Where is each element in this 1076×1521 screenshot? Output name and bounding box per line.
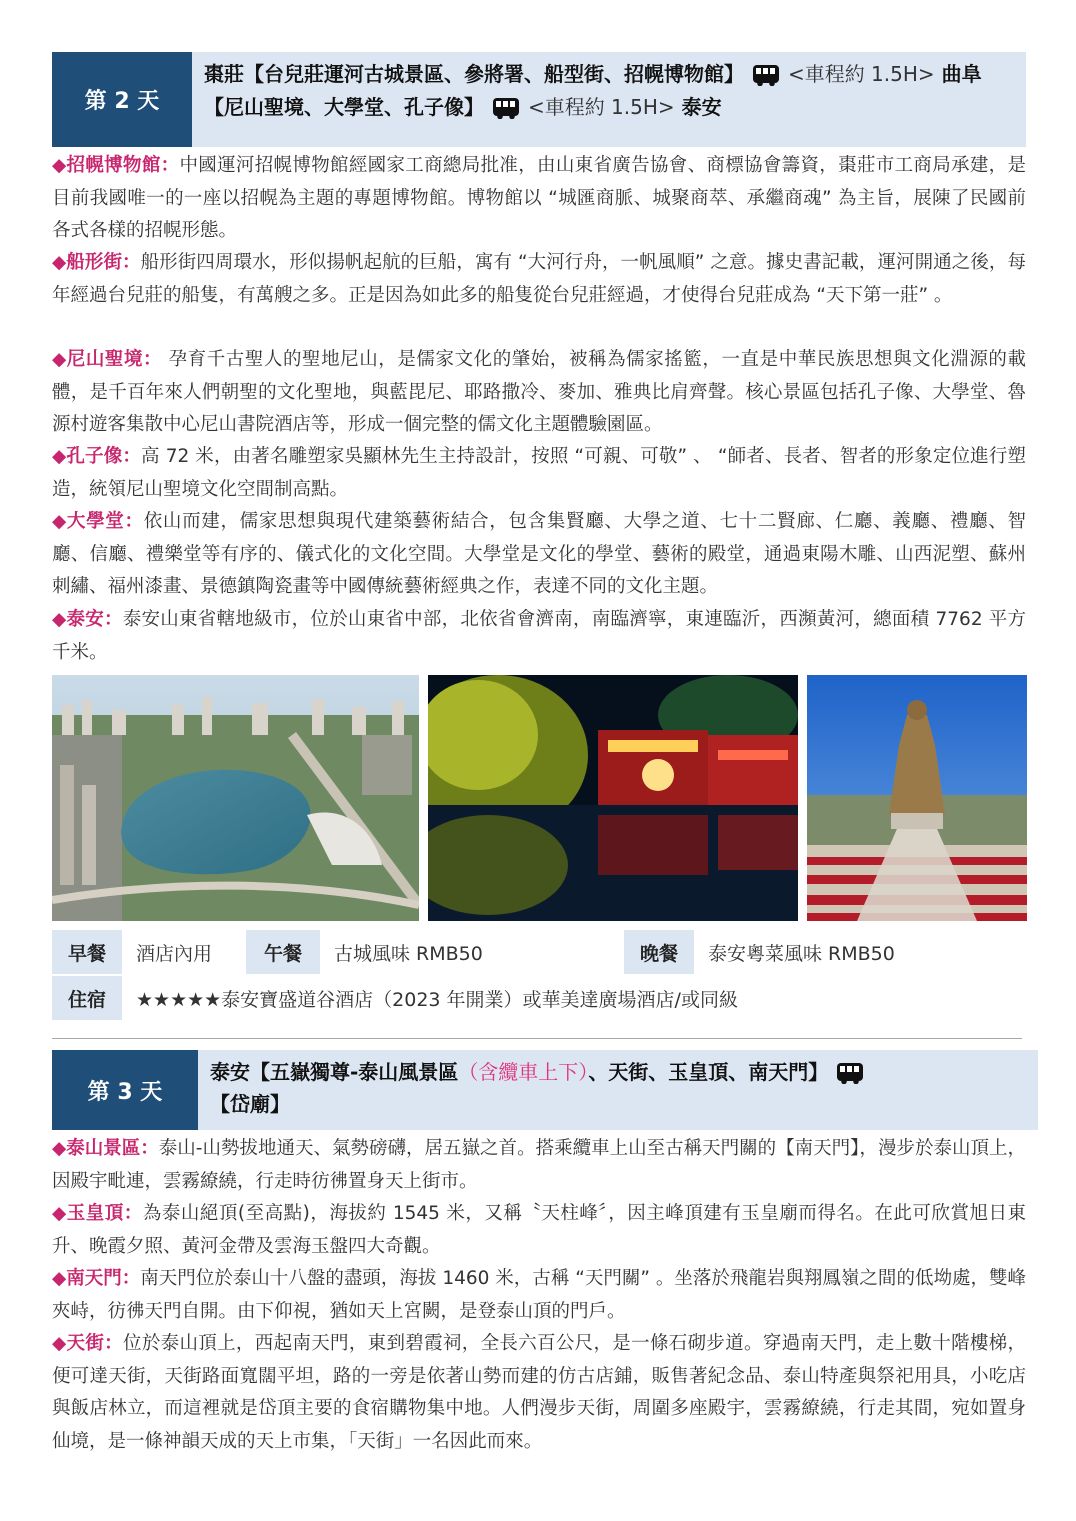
paragraph-key: ◆天街： <box>52 1333 124 1354</box>
bus-icon <box>753 65 779 83</box>
paragraph-text: 位於泰山頂上，西起南天門，東到碧霞祠，全長六百公尺，是一條石砌步道。穿過南天門，走上數十階樓梯，便可達天街，天街路面寬闊平坦，路的一旁是依著山勢而建的仿古店鋪，販售著紀念品、泰山特產與祭祀用具，小吃店與飯店林立，而這裡就是岱頂主要的食宿購物集中地。人們漫步天街，周圍多座殿宇，雲霧繚繞，行走其間，宛如置身仙境，是一條神韻天成的天上市集，「天街」一名因此而來。 <box>52 1333 1026 1452</box>
day2-title-part1: 棗莊【台兒莊運河古城景區、參將署、船型街、招幌博物館】 <box>204 62 744 86</box>
photo-confucius-statue <box>807 675 1027 921</box>
paragraph-text: 南天門位於泰山十八盤的盡頭，海拔 1460 米，古稱 “天門關” 。坐落於飛龍岩與翔鳳嶺之間的低坳處，雙峰夾峙，彷彿天門自開。由下仰視，猶如天上宮闕，是登泰山頂的門戶。 <box>52 1268 1026 1322</box>
hotel-label: 住宿 <box>52 976 122 1020</box>
day2-paragraph <box>52 150 1026 248</box>
breakfast-label: 早餐 <box>52 930 122 974</box>
paragraph-key: ◆招幌博物館： <box>52 155 180 176</box>
day3-paragraph <box>52 1328 1026 1458</box>
paragraph-text: 孕育千古聖人的聖地尼山，是儒家文化的肇始，被稱為儒家搖籃，一直是中華民族思想與文化淵源的載體，是千百年來人們朝聖的文化聖地，與藍毘尼、耶路撒冷、麥加、雅典比肩齊聲。核心景區包括孔子像、大學堂、魯源村遊客集散中心尼山書院酒店等，形成一個完整的儒文化主題體驗園區。 <box>52 349 1026 435</box>
paragraph-key: ◆泰安： <box>52 609 123 630</box>
dinner-value: 泰安粵菜風味 RMB50 <box>708 942 895 965</box>
section-divider <box>52 1038 1022 1039</box>
hotel-value: ★★★★★泰安寶盛道谷酒店（2023 年開業）或華美達廣場酒店/或同級 <box>136 988 738 1011</box>
breakfast-value: 酒店內用 <box>136 942 213 965</box>
day3-title-cablecar: （含纜車上下） <box>458 1060 589 1084</box>
day2-title-part3: 泰安 <box>681 95 722 119</box>
paragraph-key: ◆泰山景區： <box>52 1138 159 1159</box>
day2-paragraph <box>52 247 1026 312</box>
paragraph-text: 依山而建，儒家思想與現代建築藝術結合，包含集賢廳、大學之道、七十二賢廊、仁廳、義廳、禮廳、智廳、信廳、禮樂堂等有序的、儀式化的文化空間。大學堂是文化的學堂、藝術的殿堂，通過東陽木雕、山西泥塑、蘇州刺繡、福州漆畫、景德鎮陶瓷畫等中國傳統藝術經典之作，表達不同的文化主題。 <box>52 511 1026 597</box>
meals-row <box>52 930 1026 974</box>
day3-title-part1: 泰安【五嶽獨尊-泰山風景區 <box>210 1060 459 1084</box>
paragraph-text: 中國運河招幌博物館經國家工商總局批准，由山東省廣告協會、商標協會籌資，棗莊市工商局承建，是目前我國唯一的一座以招幌為主題的專題博物館。博物館以 “城匯商脈、城聚商萃、承繼商魂” 為主旨，展陳了民國前各式各樣的招幌形態。 <box>52 155 1026 241</box>
paragraph-key: ◆船形街： <box>52 252 141 273</box>
day2-title-drive1: <車程約 1.5H> <box>787 62 935 86</box>
day2-paragraph <box>52 604 1026 669</box>
day3-paragraph <box>52 1263 1026 1328</box>
day3-title-part2: 、天街、玉皇頂、南天門】 <box>588 1060 829 1084</box>
photo-ancient-town-night <box>428 675 798 921</box>
day2-header <box>52 52 1026 147</box>
day2-title-part2: 曲阜【尼山聖境、大學堂、孔子像】 <box>204 62 982 119</box>
paragraph-key: ◆孔子像： <box>52 446 142 467</box>
day2-title <box>192 52 1026 147</box>
paragraph-key: ◆南天門： <box>52 1268 141 1289</box>
hotel-row <box>52 976 1026 1020</box>
day2-paragraph <box>52 344 1026 442</box>
day3-title-part3: 【岱廟】 <box>210 1092 290 1116</box>
paragraph-text: 泰山-山勢拔地通天、氣勢磅礴，居五嶽之首。搭乘纜車上山至古稱天門關的【南天門】，漫步於泰山頂上，因殿宇毗連，雲霧繚繞，行走時彷彿置身天上街市。 <box>52 1138 1026 1192</box>
lunch-value: 古城風味 RMB50 <box>334 942 483 965</box>
paragraph-key: ◆玉皇頂： <box>52 1203 143 1224</box>
day2-paragraph <box>52 441 1026 506</box>
day3-paragraph <box>52 1133 1026 1198</box>
day3-paragraph <box>52 1198 1026 1263</box>
lunch-label: 午餐 <box>246 930 320 974</box>
bus-icon <box>837 1063 863 1081</box>
day3-label: 第 3 天 <box>52 1050 198 1130</box>
paragraph-text: 為泰山絕頂(至高點)，海拔約 1545 米，又稱〝天柱峰〞，因主峰頂建有玉皇廟而得名。在此可欣賞旭日東升、晚霞夕照、黃河金帶及雲海玉盤四大奇觀。 <box>52 1203 1027 1257</box>
day3-title <box>198 1050 877 1130</box>
day3-header <box>52 1050 1038 1130</box>
day2-label: 第 2 天 <box>52 52 192 147</box>
paragraph-key: ◆尼山聖境： <box>52 349 163 370</box>
bus-icon <box>493 98 519 116</box>
day2-paragraph <box>52 506 1026 604</box>
photo-tai-an-aerial <box>52 675 419 921</box>
paragraph-key: ◆大學堂： <box>52 511 144 532</box>
paragraph-text: 泰安山東省轄地級市，位於山東省中部，北依省會濟南，南臨濟寧，東連臨沂，西瀕黃河，總面積 7762 平方千米。 <box>52 609 1026 663</box>
day2-title-drive2: <車程約 1.5H> <box>527 95 675 119</box>
dinner-label: 晚餐 <box>624 930 694 974</box>
paragraph-text: 高 72 米，由著名雕塑家吳顯林先生主持設計，按照 “可親、可敬” 、 “師者、長者、智者的形象定位進行塑造，統領尼山聖境文化空間制高點。 <box>52 446 1027 500</box>
paragraph-text: 船形街四周環水，形似揚帆起航的巨船，寓有 “大河行舟，一帆風順” 之意。據史書記載，運河開通之後，每年經過台兒莊的船隻，有萬艘之多。正是因為如此多的船隻從台兒莊經過，才使得台兒莊成為 “天下第一莊” 。 <box>52 252 1026 306</box>
